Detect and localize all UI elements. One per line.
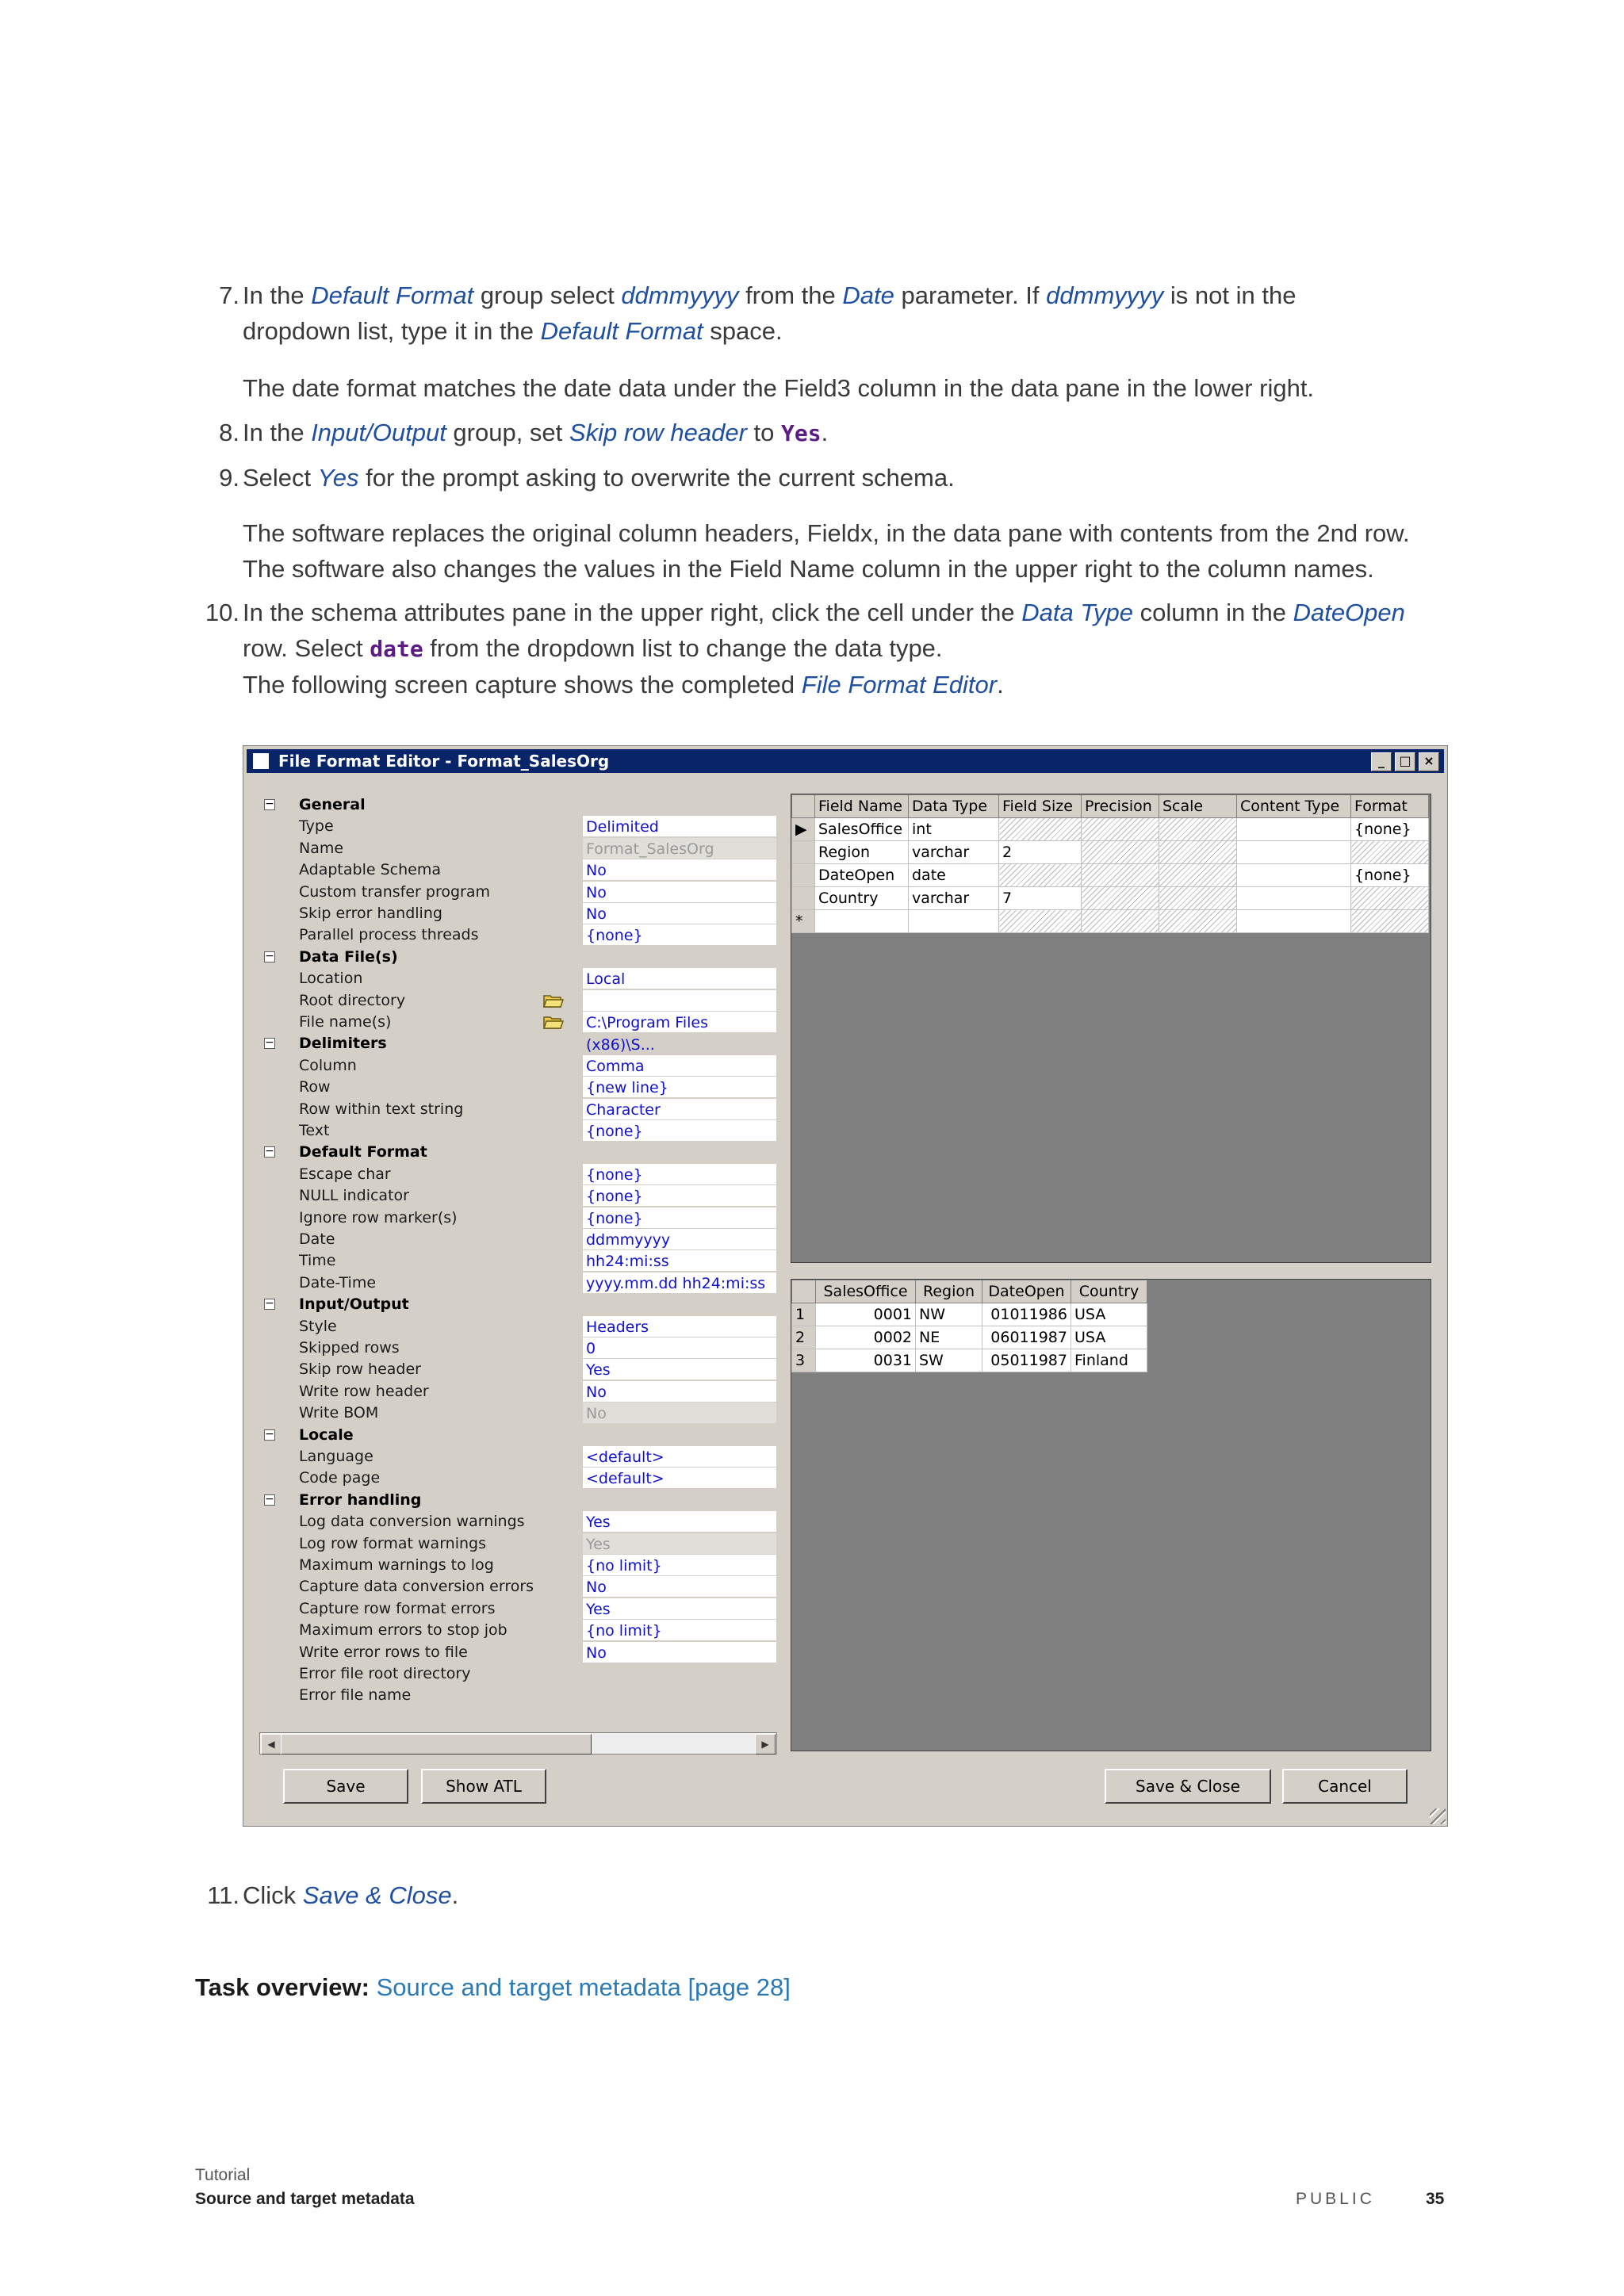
group-label: Default Format bbox=[299, 1143, 427, 1161]
property-label: Row bbox=[299, 1078, 331, 1096]
property-row bbox=[259, 1641, 777, 1663]
property-row bbox=[259, 1445, 777, 1468]
ui-term: ddmmyyyy bbox=[621, 281, 739, 309]
new-schema-row[interactable] bbox=[792, 910, 1429, 933]
property-row bbox=[259, 1402, 777, 1424]
horizontal-scrollbar[interactable] bbox=[259, 1732, 777, 1755]
property-row bbox=[259, 1054, 777, 1077]
row-selector[interactable] bbox=[792, 818, 815, 841]
property-label: Style bbox=[299, 1317, 337, 1335]
step-text: In the schema attributes pane in the upper right, click the cell under the bbox=[243, 599, 1022, 626]
property-row bbox=[259, 1207, 777, 1229]
precision-cell bbox=[1082, 864, 1159, 887]
ui-term: Default Format bbox=[311, 281, 474, 309]
data-row[interactable] bbox=[792, 1349, 1147, 1372]
data-type-cell[interactable]: varchar bbox=[909, 887, 999, 910]
property-label: Error file name bbox=[299, 1686, 412, 1705]
property-row bbox=[259, 902, 777, 924]
property-value[interactable]: Delimited bbox=[583, 816, 776, 836]
property-value[interactable]: {no limit} bbox=[583, 1620, 776, 1640]
property-row bbox=[259, 1575, 777, 1598]
step-number: 9. bbox=[219, 464, 239, 492]
scale-cell bbox=[1159, 864, 1237, 887]
data-cell[interactable]: SW bbox=[916, 1349, 982, 1372]
task-overview-link[interactable]: Source and target metadata [page 28] bbox=[376, 1973, 791, 2001]
ui-term: ddmmyyyy bbox=[1046, 281, 1164, 309]
save-close-button[interactable]: Save & Close bbox=[1105, 1769, 1271, 1804]
column-header[interactable]: Field Name bbox=[815, 795, 909, 818]
row-selector[interactable] bbox=[792, 864, 815, 887]
column-header[interactable]: Scale bbox=[1159, 795, 1237, 818]
data-header-row bbox=[792, 1280, 1147, 1303]
property-group bbox=[259, 1293, 777, 1315]
scale-cell bbox=[1159, 910, 1237, 933]
step-text: The following screen capture shows the completed bbox=[243, 671, 802, 698]
column-header[interactable]: Field Size bbox=[999, 795, 1082, 818]
property-value[interactable]: C:\Program Files (x86)\S... bbox=[583, 1012, 776, 1032]
footer-classification: PUBLIC bbox=[1296, 2190, 1375, 2208]
property-row bbox=[259, 1249, 777, 1272]
schema-row[interactable] bbox=[792, 841, 1429, 864]
collapse-icon[interactable]: − bbox=[265, 949, 274, 962]
property-row bbox=[259, 815, 777, 837]
property-row bbox=[259, 1184, 777, 1207]
property-label: Capture row format errors bbox=[299, 1599, 496, 1617]
property-label: Parallel process threads bbox=[299, 926, 479, 944]
property-value: No bbox=[583, 1402, 776, 1423]
collapse-icon[interactable]: − bbox=[265, 1297, 274, 1311]
property-row bbox=[259, 1619, 777, 1641]
code-value: Yes bbox=[781, 420, 822, 446]
property-label: Write error rows to file bbox=[299, 1643, 468, 1661]
property-value[interactable]: No bbox=[583, 1642, 776, 1663]
scroll-left-icon[interactable]: ◀ bbox=[261, 1734, 282, 1755]
content-type-cell[interactable] bbox=[1237, 910, 1351, 933]
group-label: Error handling bbox=[299, 1490, 422, 1509]
step-number: 11. bbox=[207, 1881, 239, 1909]
property-value[interactable]: {new line} bbox=[583, 1077, 776, 1097]
property-label: Date-Time bbox=[299, 1273, 377, 1292]
ui-term: DateOpen bbox=[1293, 599, 1405, 626]
property-row bbox=[259, 1533, 777, 1555]
property-row bbox=[259, 967, 777, 989]
property-group bbox=[259, 1424, 777, 1446]
row-header-corner bbox=[792, 1280, 816, 1303]
property-label: Skipped rows bbox=[299, 1339, 400, 1357]
property-value[interactable]: No bbox=[583, 859, 776, 880]
precision-cell bbox=[1082, 841, 1159, 864]
content-type-cell[interactable] bbox=[1237, 887, 1351, 910]
data-column-header[interactable]: DateOpen bbox=[982, 1280, 1071, 1303]
data-type-cell[interactable]: int bbox=[909, 818, 999, 841]
field-name-cell[interactable]: SalesOffice bbox=[815, 818, 909, 841]
property-group bbox=[259, 794, 777, 816]
footer-section: Source and target metadata bbox=[195, 2190, 415, 2208]
property-label: Adaptable Schema bbox=[299, 861, 441, 879]
page-number: 35 bbox=[1426, 2190, 1445, 2208]
property-label: Maximum errors to stop job bbox=[299, 1621, 508, 1640]
property-row bbox=[259, 1076, 777, 1098]
step-text: space. bbox=[703, 317, 783, 345]
ui-term: Default Format bbox=[540, 317, 703, 345]
property-row bbox=[259, 859, 777, 881]
step-text: is not in the bbox=[1163, 281, 1297, 309]
row-selector[interactable] bbox=[792, 887, 815, 910]
property-group bbox=[259, 1032, 777, 1054]
property-row bbox=[259, 1554, 777, 1576]
property-label: Escape char bbox=[299, 1165, 391, 1183]
scale-cell bbox=[1159, 818, 1237, 841]
data-cell[interactable]: 0031 bbox=[816, 1349, 916, 1372]
property-label: Maximum warnings to log bbox=[299, 1556, 494, 1574]
property-value[interactable]: yyyy.mm.dd hh24:mi:ss bbox=[583, 1272, 776, 1293]
property-value[interactable]: No bbox=[583, 1576, 776, 1597]
property-row bbox=[259, 1119, 777, 1142]
property-label: Language bbox=[299, 1448, 373, 1465]
property-label: Write row header bbox=[299, 1382, 429, 1400]
property-value[interactable]: {none} bbox=[583, 1164, 776, 1184]
step-text: Click bbox=[243, 1881, 303, 1909]
data-column-header[interactable]: SalesOffice bbox=[816, 1280, 916, 1303]
property-label: Ignore row marker(s) bbox=[299, 1208, 458, 1226]
step-text: column in the bbox=[1132, 599, 1293, 626]
data-cell[interactable]: 0001 bbox=[816, 1303, 916, 1326]
save-button[interactable]: Save bbox=[283, 1769, 408, 1804]
step-9-note bbox=[243, 515, 1480, 587]
property-row bbox=[259, 1337, 777, 1359]
column-header[interactable]: Precision bbox=[1082, 795, 1159, 818]
property-value[interactable]: No bbox=[583, 903, 776, 924]
property-value[interactable]: {none} bbox=[583, 924, 776, 945]
data-type-cell[interactable]: date bbox=[909, 864, 999, 887]
step-text: for the prompt asking to overwrite the current schema. bbox=[358, 464, 955, 492]
property-value: Format_SalesOrg bbox=[583, 838, 776, 859]
property-row bbox=[259, 1098, 777, 1120]
scale-cell bbox=[1159, 841, 1237, 864]
property-label: File name(s) bbox=[299, 1013, 392, 1031]
step-text: from the dropdown list to change the data type. bbox=[423, 634, 943, 662]
property-label: Log row format warnings bbox=[299, 1534, 486, 1552]
scroll-thumb[interactable] bbox=[281, 1734, 592, 1755]
current-row-icon: ▶ bbox=[795, 821, 807, 838]
format-cell[interactable] bbox=[1351, 841, 1429, 864]
property-row bbox=[259, 1684, 777, 1706]
new-row-icon: * bbox=[792, 910, 815, 933]
property-value[interactable]: No bbox=[583, 882, 776, 902]
field-name-cell[interactable]: Country bbox=[815, 887, 909, 910]
property-label: Skip row header bbox=[299, 1360, 421, 1379]
data-column-header[interactable]: Country bbox=[1071, 1280, 1147, 1303]
field-size-cell bbox=[999, 910, 1082, 933]
schema-attributes-pane bbox=[791, 794, 1431, 1263]
scale-cell bbox=[1159, 887, 1237, 910]
group-label: Locale bbox=[299, 1425, 354, 1444]
property-row bbox=[259, 1598, 777, 1620]
folder-open-icon[interactable] bbox=[543, 993, 564, 1008]
column-header[interactable]: Format bbox=[1351, 795, 1429, 818]
property-label: Skip error handling bbox=[299, 905, 442, 922]
collapse-icon[interactable]: − bbox=[265, 1492, 274, 1506]
close-button[interactable]: × bbox=[1419, 752, 1439, 771]
property-value[interactable]: 0 bbox=[583, 1337, 776, 1358]
collapse-icon[interactable]: − bbox=[265, 798, 274, 810]
property-group bbox=[259, 946, 777, 968]
collapse-icon[interactable]: − bbox=[265, 1427, 274, 1441]
cancel-button[interactable]: Cancel bbox=[1282, 1769, 1408, 1804]
data-row[interactable] bbox=[792, 1303, 1147, 1326]
content-type-cell[interactable] bbox=[1237, 864, 1351, 887]
property-label: Location bbox=[299, 970, 363, 988]
ui-term: Save & Close bbox=[302, 1881, 452, 1909]
group-label: Data File(s) bbox=[299, 947, 398, 966]
property-row bbox=[259, 989, 777, 1012]
data-table bbox=[791, 1280, 1147, 1372]
step-text: group, set bbox=[446, 419, 569, 446]
footer-document: Tutorial bbox=[195, 2166, 251, 2184]
row-number[interactable]: 2 bbox=[792, 1326, 816, 1349]
row-number[interactable]: 3 bbox=[792, 1349, 816, 1372]
field-name-cell[interactable]: DateOpen bbox=[815, 864, 909, 887]
property-label: Write BOM bbox=[299, 1404, 379, 1422]
field-name-cell[interactable]: Region bbox=[815, 841, 909, 864]
property-row bbox=[259, 1272, 777, 1294]
property-label: Date bbox=[299, 1230, 335, 1248]
ui-term: Date bbox=[842, 281, 894, 309]
step-text: row. Select bbox=[243, 634, 370, 662]
property-row bbox=[259, 881, 777, 903]
data-row[interactable] bbox=[792, 1326, 1147, 1349]
resize-grip-icon[interactable] bbox=[1430, 1808, 1446, 1824]
step-number: 8. bbox=[219, 419, 239, 446]
property-label: Column bbox=[299, 1056, 357, 1074]
data-column-header[interactable]: Region bbox=[916, 1280, 982, 1303]
ui-term: Yes bbox=[317, 464, 359, 492]
row-header-corner bbox=[792, 795, 815, 818]
property-value[interactable]: {no limit} bbox=[583, 1555, 776, 1575]
property-row bbox=[259, 1358, 777, 1380]
file-format-editor-window bbox=[243, 745, 1448, 1827]
property-value[interactable]: Headers bbox=[583, 1316, 776, 1337]
property-row bbox=[259, 1663, 777, 1685]
maximize-button[interactable]: □ bbox=[1395, 752, 1415, 771]
schema-row[interactable] bbox=[792, 887, 1429, 910]
field-size-cell[interactable] bbox=[999, 818, 1082, 841]
data-pane bbox=[791, 1279, 1431, 1751]
property-value[interactable]: No bbox=[583, 1381, 776, 1402]
property-label: Log data conversion warnings bbox=[299, 1513, 525, 1531]
format-cell[interactable]: {none} bbox=[1351, 864, 1429, 887]
data-cell[interactable]: USA bbox=[1071, 1303, 1147, 1326]
step-number: 7. bbox=[219, 281, 239, 309]
data-cell[interactable]: 06011987 bbox=[982, 1326, 1071, 1349]
property-value[interactable]: <default> bbox=[583, 1468, 776, 1488]
property-row bbox=[259, 1467, 777, 1489]
title-bar bbox=[247, 749, 1444, 773]
step-text: . bbox=[997, 671, 1004, 698]
property-value[interactable]: <default> bbox=[583, 1446, 776, 1467]
property-value[interactable]: hh24:mi:ss bbox=[583, 1250, 776, 1271]
property-label: Name bbox=[299, 839, 344, 857]
content-type-cell[interactable] bbox=[1237, 841, 1351, 864]
property-value[interactable]: Yes bbox=[583, 1598, 776, 1619]
format-cell[interactable] bbox=[1351, 887, 1429, 910]
ui-term: Data Type bbox=[1021, 599, 1133, 626]
properties-pane bbox=[259, 794, 777, 1707]
group-label: Input/Output bbox=[299, 1295, 409, 1314]
property-group bbox=[259, 1141, 777, 1163]
row-selector[interactable] bbox=[792, 841, 815, 864]
property-value[interactable]: Character bbox=[583, 1099, 776, 1119]
property-group bbox=[259, 1489, 777, 1511]
format-cell bbox=[1351, 910, 1429, 933]
collapse-icon[interactable]: − bbox=[265, 1145, 274, 1158]
schema-row[interactable] bbox=[792, 864, 1429, 887]
data-cell[interactable]: NW bbox=[916, 1303, 982, 1326]
property-value[interactable]: Comma bbox=[583, 1055, 776, 1076]
step-text: dropdown list, type it in the bbox=[243, 317, 541, 345]
step-text: In the bbox=[243, 419, 312, 446]
ui-term: Skip row header bbox=[569, 419, 747, 446]
property-value[interactable]: Yes bbox=[583, 1359, 776, 1380]
schema-table bbox=[791, 794, 1429, 933]
data-cell[interactable]: 01011986 bbox=[982, 1303, 1071, 1326]
property-row bbox=[259, 1163, 777, 1185]
property-value[interactable] bbox=[583, 990, 776, 1011]
property-row bbox=[259, 1510, 777, 1533]
property-label: Text bbox=[299, 1122, 330, 1139]
group-label: Delimiters bbox=[299, 1035, 387, 1053]
property-value[interactable]: ddmmyyyy bbox=[583, 1229, 776, 1249]
folder-open-icon[interactable] bbox=[543, 1014, 564, 1030]
property-row bbox=[259, 1228, 777, 1250]
window-title: File Format Editor - Format_SalesOrg bbox=[278, 752, 610, 771]
property-label: Code page bbox=[299, 1469, 381, 1487]
row-number[interactable]: 1 bbox=[792, 1303, 816, 1326]
data-cell[interactable]: Finland bbox=[1071, 1349, 1147, 1372]
data-type-cell[interactable] bbox=[909, 910, 999, 933]
step-text: group select bbox=[473, 281, 622, 309]
ui-term: Input/Output bbox=[311, 419, 446, 446]
property-label: Capture data conversion errors bbox=[299, 1578, 534, 1596]
schema-row[interactable] bbox=[792, 818, 1429, 841]
property-label: NULL indicator bbox=[299, 1187, 409, 1205]
field-name-cell[interactable] bbox=[815, 910, 909, 933]
precision-cell bbox=[1082, 887, 1159, 910]
property-label: Row within text string bbox=[299, 1100, 464, 1118]
field-size-cell[interactable]: 2 bbox=[999, 841, 1082, 864]
note-line: The software also changes the values in the Field Name column in the upper right to the column names. bbox=[243, 555, 1374, 583]
property-value[interactable]: {none} bbox=[583, 1120, 776, 1141]
property-value: Yes bbox=[583, 1533, 776, 1554]
field-size-cell[interactable]: 7 bbox=[999, 887, 1082, 910]
property-row bbox=[259, 924, 777, 946]
step-text: . bbox=[451, 1881, 459, 1909]
property-row bbox=[259, 837, 777, 859]
step-text: parameter. If bbox=[894, 281, 1047, 309]
scroll-right-icon[interactable]: ▶ bbox=[755, 1734, 776, 1755]
property-label: Time bbox=[299, 1252, 336, 1270]
data-cell[interactable]: 05011987 bbox=[982, 1349, 1071, 1372]
format-cell[interactable]: {none} bbox=[1351, 818, 1429, 841]
content-type-cell[interactable] bbox=[1237, 818, 1351, 841]
schema-header-row bbox=[792, 795, 1429, 818]
code-value: date bbox=[370, 636, 423, 662]
step-text: In the bbox=[243, 281, 312, 309]
column-header[interactable]: Data Type bbox=[909, 795, 999, 818]
minimize-button[interactable]: _ bbox=[1371, 752, 1392, 771]
property-value[interactable]: Yes bbox=[583, 1511, 776, 1532]
step-number: 10. bbox=[205, 599, 239, 626]
property-label: Custom transfer program bbox=[299, 882, 491, 901]
data-cell[interactable]: NE bbox=[916, 1326, 982, 1349]
step-text: to bbox=[746, 419, 782, 446]
note-line: The software replaces the original column headers, Fieldx, in the data pane with contents from the 2nd row. bbox=[243, 519, 1410, 547]
property-value[interactable]: Local bbox=[583, 968, 776, 989]
step-7-note: The date format matches the date data under the Field3 column in the data pane in the lower right. bbox=[243, 374, 1315, 402]
ui-term: File Format Editor bbox=[801, 671, 998, 698]
property-label: Type bbox=[299, 817, 334, 836]
precision-cell bbox=[1082, 818, 1159, 841]
step-text: Select bbox=[243, 464, 318, 492]
data-type-cell[interactable]: varchar bbox=[909, 841, 999, 864]
property-row bbox=[259, 1380, 777, 1402]
precision-cell bbox=[1082, 910, 1159, 933]
property-row bbox=[259, 1315, 777, 1337]
property-label: Root directory bbox=[299, 991, 406, 1009]
step-text: . bbox=[821, 419, 829, 446]
property-label: Error file root directory bbox=[299, 1665, 471, 1682]
field-size-cell[interactable] bbox=[999, 864, 1082, 887]
show-atl-button[interactable]: Show ATL bbox=[421, 1769, 546, 1804]
data-cell[interactable]: 0002 bbox=[816, 1326, 916, 1349]
task-overview-label: Task overview: bbox=[195, 1973, 370, 2001]
column-header[interactable]: Content Type bbox=[1237, 795, 1351, 818]
group-label: General bbox=[299, 796, 366, 813]
task-overview bbox=[195, 1969, 791, 2005]
data-cell[interactable]: USA bbox=[1071, 1326, 1147, 1349]
document-icon bbox=[253, 753, 269, 769]
collapse-icon[interactable]: − bbox=[265, 1036, 274, 1050]
property-value[interactable]: {none} bbox=[583, 1185, 776, 1206]
step-text: from the bbox=[738, 281, 843, 309]
property-value[interactable]: {none} bbox=[583, 1207, 776, 1228]
